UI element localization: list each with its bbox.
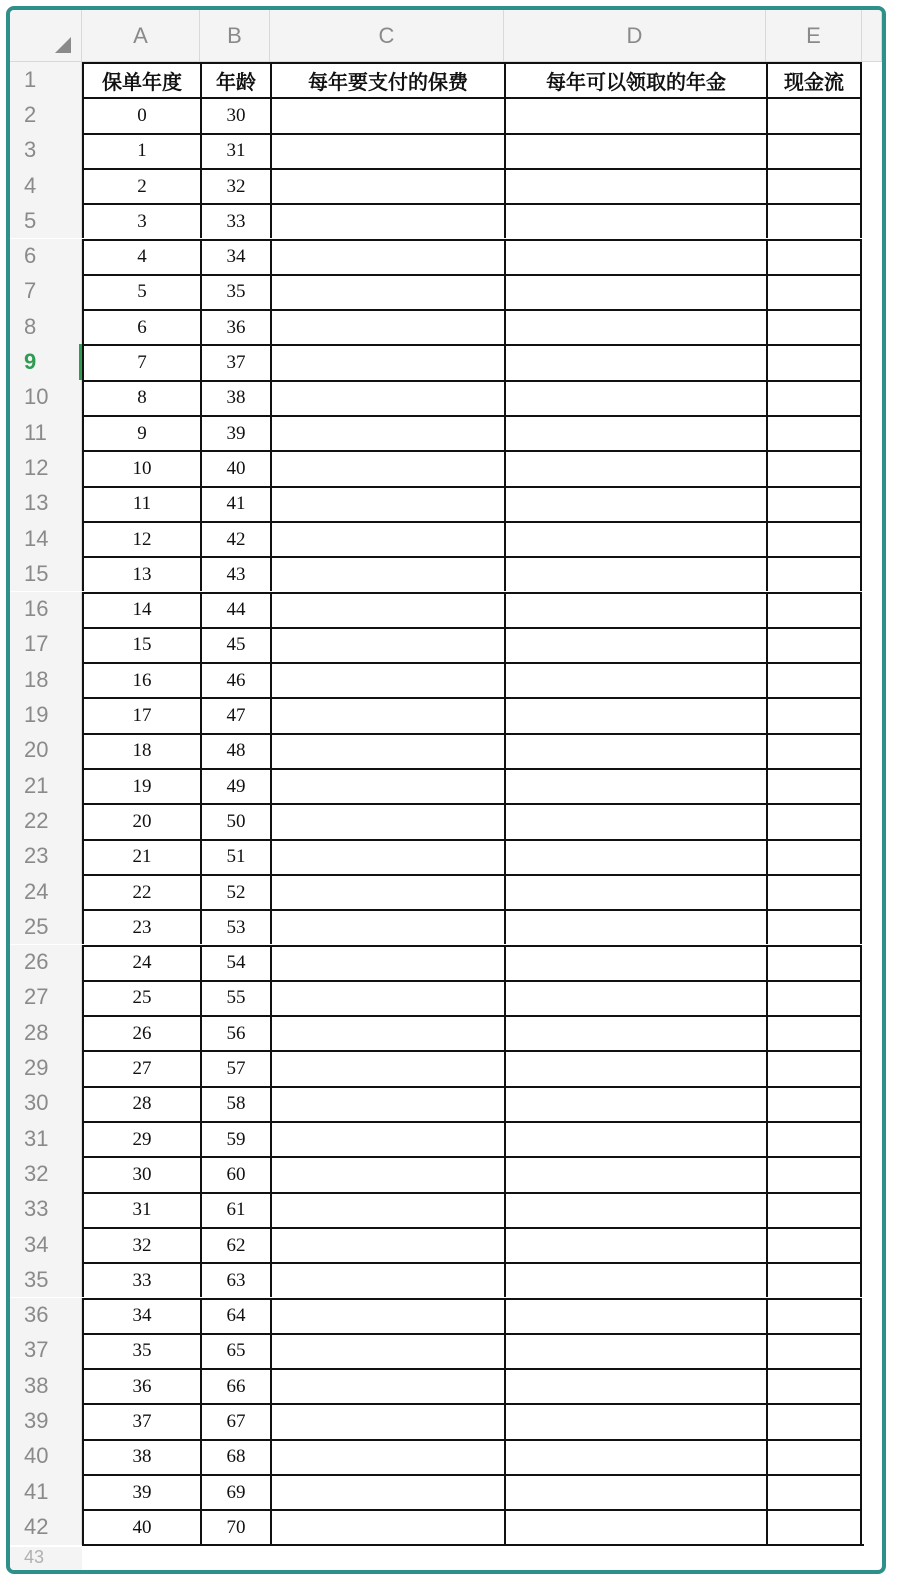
empty-cell[interactable] bbox=[270, 309, 504, 344]
empty-cell[interactable] bbox=[504, 1121, 766, 1156]
row-header-40[interactable]: 40 bbox=[10, 1439, 82, 1474]
row-header-10[interactable]: 10 bbox=[10, 380, 82, 415]
empty-cell[interactable] bbox=[766, 133, 862, 168]
policy-year-cell[interactable]: 17 bbox=[82, 697, 200, 732]
age-cell[interactable]: 57 bbox=[200, 1050, 270, 1085]
empty-cell[interactable] bbox=[766, 697, 862, 732]
policy-year-cell[interactable]: 32 bbox=[82, 1227, 200, 1262]
empty-cell[interactable] bbox=[504, 839, 766, 874]
empty-cell[interactable] bbox=[504, 592, 766, 627]
empty-cell[interactable] bbox=[270, 556, 504, 591]
policy-year-cell[interactable]: 29 bbox=[82, 1121, 200, 1156]
empty-cell[interactable] bbox=[766, 909, 862, 944]
policy-year-cell[interactable]: 38 bbox=[82, 1439, 200, 1474]
empty-cell[interactable] bbox=[766, 592, 862, 627]
empty-cell[interactable] bbox=[766, 450, 862, 485]
age-cell[interactable]: 31 bbox=[200, 133, 270, 168]
row-header-8[interactable]: 8 bbox=[10, 309, 82, 344]
empty-cell[interactable] bbox=[766, 803, 862, 838]
policy-year-cell[interactable]: 12 bbox=[82, 521, 200, 556]
age-cell[interactable]: 44 bbox=[200, 592, 270, 627]
policy-year-cell[interactable]: 23 bbox=[82, 909, 200, 944]
row-header-20[interactable]: 20 bbox=[10, 733, 82, 768]
empty-cell[interactable] bbox=[270, 803, 504, 838]
policy-year-cell[interactable]: 40 bbox=[82, 1509, 200, 1544]
empty-cell[interactable] bbox=[504, 697, 766, 732]
empty-cell[interactable] bbox=[766, 1474, 862, 1509]
empty-cell[interactable] bbox=[504, 168, 766, 203]
policy-year-cell[interactable]: 30 bbox=[82, 1156, 200, 1191]
age-cell[interactable]: 55 bbox=[200, 980, 270, 1015]
row-header-15[interactable]: 15 bbox=[10, 556, 82, 591]
empty-cell[interactable] bbox=[270, 874, 504, 909]
empty-cell[interactable] bbox=[504, 980, 766, 1015]
age-cell[interactable]: 46 bbox=[200, 662, 270, 697]
header-cell-b[interactable]: 年龄 bbox=[200, 62, 270, 97]
empty-cell[interactable] bbox=[504, 521, 766, 556]
empty-cell[interactable] bbox=[766, 1509, 862, 1544]
empty-cell[interactable] bbox=[766, 662, 862, 697]
row-header-11[interactable]: 11 bbox=[10, 415, 82, 450]
empty-cell[interactable] bbox=[270, 1403, 504, 1438]
policy-year-cell[interactable]: 24 bbox=[82, 945, 200, 980]
empty-cell[interactable] bbox=[270, 450, 504, 485]
empty-cell[interactable] bbox=[504, 1333, 766, 1368]
row-header-5[interactable]: 5 bbox=[10, 203, 82, 238]
empty-cell[interactable] bbox=[504, 803, 766, 838]
row-header-19[interactable]: 19 bbox=[10, 697, 82, 732]
empty-cell[interactable] bbox=[270, 1509, 504, 1544]
select-all-corner[interactable] bbox=[10, 10, 82, 62]
row-header-21[interactable]: 21 bbox=[10, 768, 82, 803]
empty-cell[interactable] bbox=[766, 733, 862, 768]
age-cell[interactable]: 37 bbox=[200, 344, 270, 379]
empty-cell[interactable] bbox=[504, 415, 766, 450]
row-header-12[interactable]: 12 bbox=[10, 450, 82, 485]
empty-cell[interactable] bbox=[766, 1227, 862, 1262]
row-header-37[interactable]: 37 bbox=[10, 1333, 82, 1368]
empty-cell[interactable] bbox=[504, 1015, 766, 1050]
row-header-27[interactable]: 27 bbox=[10, 980, 82, 1015]
empty-cell[interactable] bbox=[270, 344, 504, 379]
empty-cell[interactable] bbox=[270, 1474, 504, 1509]
empty-cell[interactable] bbox=[766, 203, 862, 238]
empty-cell[interactable] bbox=[504, 874, 766, 909]
row-header-26[interactable]: 26 bbox=[10, 945, 82, 980]
row-header-38[interactable]: 38 bbox=[10, 1368, 82, 1403]
row-header-35[interactable]: 35 bbox=[10, 1262, 82, 1297]
header-cell-c[interactable]: 每年要支付的保费 bbox=[270, 62, 504, 97]
empty-cell[interactable] bbox=[270, 1050, 504, 1085]
policy-year-cell[interactable]: 36 bbox=[82, 1368, 200, 1403]
age-cell[interactable]: 68 bbox=[200, 1439, 270, 1474]
select-all-icon bbox=[55, 37, 71, 53]
empty-cell[interactable] bbox=[766, 874, 862, 909]
empty-cell[interactable] bbox=[270, 1439, 504, 1474]
empty-cell[interactable] bbox=[766, 627, 862, 662]
row-header-13[interactable]: 13 bbox=[10, 486, 82, 521]
empty-cell[interactable] bbox=[766, 415, 862, 450]
empty-cell[interactable] bbox=[270, 662, 504, 697]
row-header-34[interactable]: 34 bbox=[10, 1227, 82, 1262]
policy-year-cell[interactable]: 15 bbox=[82, 627, 200, 662]
row-header-6[interactable]: 6 bbox=[10, 239, 82, 274]
empty-cell[interactable] bbox=[766, 344, 862, 379]
empty-cell[interactable] bbox=[766, 1050, 862, 1085]
age-cell[interactable]: 69 bbox=[200, 1474, 270, 1509]
policy-year-cell[interactable]: 16 bbox=[82, 662, 200, 697]
row-header-2[interactable]: 2 bbox=[10, 97, 82, 132]
policy-year-cell[interactable]: 18 bbox=[82, 733, 200, 768]
empty-cell[interactable] bbox=[270, 274, 504, 309]
row-header-41[interactable]: 41 bbox=[10, 1474, 82, 1509]
row-header-17[interactable]: 17 bbox=[10, 627, 82, 662]
empty-cell[interactable] bbox=[766, 1121, 862, 1156]
policy-year-cell[interactable]: 10 bbox=[82, 450, 200, 485]
empty-cell[interactable] bbox=[766, 97, 862, 132]
age-cell[interactable]: 61 bbox=[200, 1192, 270, 1227]
empty-cell[interactable] bbox=[270, 909, 504, 944]
age-cell[interactable]: 49 bbox=[200, 768, 270, 803]
row-header-29[interactable]: 29 bbox=[10, 1050, 82, 1085]
row-header-16[interactable]: 16 bbox=[10, 592, 82, 627]
row-header-18[interactable]: 18 bbox=[10, 662, 82, 697]
policy-year-cell[interactable]: 33 bbox=[82, 1262, 200, 1297]
empty-cell[interactable] bbox=[504, 344, 766, 379]
row-header-22[interactable]: 22 bbox=[10, 803, 82, 838]
empty-cell[interactable] bbox=[766, 839, 862, 874]
empty-cell[interactable] bbox=[270, 592, 504, 627]
empty-cell[interactable] bbox=[270, 980, 504, 1015]
empty-cell[interactable] bbox=[766, 274, 862, 309]
age-cell[interactable]: 67 bbox=[200, 1403, 270, 1438]
policy-year-cell[interactable]: 4 bbox=[82, 239, 200, 274]
age-cell[interactable]: 60 bbox=[200, 1156, 270, 1191]
age-cell[interactable]: 52 bbox=[200, 874, 270, 909]
row-header-31[interactable]: 31 bbox=[10, 1121, 82, 1156]
empty-cell[interactable] bbox=[504, 133, 766, 168]
empty-cell[interactable] bbox=[504, 733, 766, 768]
empty-cell[interactable] bbox=[504, 1262, 766, 1297]
empty-cell[interactable] bbox=[270, 168, 504, 203]
age-cell[interactable]: 48 bbox=[200, 733, 270, 768]
empty-cell[interactable] bbox=[766, 1298, 862, 1333]
row-header-4[interactable]: 4 bbox=[10, 168, 82, 203]
row-header-1[interactable]: 1 bbox=[10, 62, 82, 97]
age-cell[interactable]: 50 bbox=[200, 803, 270, 838]
empty-cell[interactable] bbox=[270, 1015, 504, 1050]
empty-cell[interactable] bbox=[504, 450, 766, 485]
empty-cell[interactable] bbox=[504, 239, 766, 274]
row-header-14[interactable]: 14 bbox=[10, 521, 82, 556]
empty-cell[interactable] bbox=[504, 1403, 766, 1438]
empty-cell[interactable] bbox=[270, 768, 504, 803]
row-header-33[interactable]: 33 bbox=[10, 1192, 82, 1227]
empty-cell[interactable] bbox=[504, 627, 766, 662]
spreadsheet[interactable] bbox=[10, 10, 882, 1570]
empty-cell[interactable] bbox=[270, 1121, 504, 1156]
empty-cell[interactable] bbox=[504, 909, 766, 944]
policy-year-cell[interactable]: 2 bbox=[82, 168, 200, 203]
policy-year-cell[interactable]: 34 bbox=[82, 1298, 200, 1333]
age-cell[interactable]: 66 bbox=[200, 1368, 270, 1403]
age-cell[interactable]: 32 bbox=[200, 168, 270, 203]
row-header-7[interactable]: 7 bbox=[10, 274, 82, 309]
empty-cell[interactable] bbox=[504, 1192, 766, 1227]
empty-cell[interactable] bbox=[766, 239, 862, 274]
age-cell[interactable]: 47 bbox=[200, 697, 270, 732]
column-header-a[interactable]: A bbox=[82, 10, 200, 62]
age-cell[interactable]: 54 bbox=[200, 945, 270, 980]
empty-cell[interactable] bbox=[504, 1227, 766, 1262]
empty-cell[interactable] bbox=[504, 556, 766, 591]
row-header-32[interactable]: 32 bbox=[10, 1156, 82, 1191]
empty-cell[interactable] bbox=[270, 1192, 504, 1227]
policy-year-cell[interactable]: 37 bbox=[82, 1403, 200, 1438]
column-header-filler bbox=[862, 10, 882, 62]
age-cell[interactable]: 59 bbox=[200, 1121, 270, 1156]
policy-year-cell[interactable]: 11 bbox=[82, 486, 200, 521]
age-cell[interactable]: 39 bbox=[200, 415, 270, 450]
policy-year-cell[interactable]: 21 bbox=[82, 839, 200, 874]
empty-cell[interactable] bbox=[766, 521, 862, 556]
empty-cell[interactable] bbox=[270, 486, 504, 521]
age-cell[interactable]: 38 bbox=[200, 380, 270, 415]
age-cell[interactable]: 65 bbox=[200, 1333, 270, 1368]
policy-year-cell[interactable]: 25 bbox=[82, 980, 200, 1015]
empty-cell[interactable] bbox=[504, 97, 766, 132]
age-cell[interactable]: 40 bbox=[200, 450, 270, 485]
age-cell[interactable]: 63 bbox=[200, 1262, 270, 1297]
empty-cell[interactable] bbox=[504, 1156, 766, 1191]
empty-cell[interactable] bbox=[270, 1086, 504, 1121]
empty-cell[interactable] bbox=[270, 1156, 504, 1191]
age-cell[interactable]: 56 bbox=[200, 1015, 270, 1050]
empty-cell[interactable] bbox=[270, 733, 504, 768]
table-bottom-border bbox=[82, 1544, 864, 1546]
policy-year-cell[interactable]: 9 bbox=[82, 415, 200, 450]
empty-cell[interactable] bbox=[270, 239, 504, 274]
policy-year-cell[interactable]: 13 bbox=[82, 556, 200, 591]
empty-cell[interactable] bbox=[504, 309, 766, 344]
empty-cell[interactable] bbox=[766, 1086, 862, 1121]
empty-cell[interactable] bbox=[504, 768, 766, 803]
age-cell[interactable]: 30 bbox=[200, 97, 270, 132]
column-header-b[interactable]: B bbox=[200, 10, 270, 62]
empty-cell[interactable] bbox=[766, 945, 862, 980]
empty-cell[interactable] bbox=[766, 768, 862, 803]
empty-cell[interactable] bbox=[766, 380, 862, 415]
age-cell[interactable]: 45 bbox=[200, 627, 270, 662]
policy-year-cell[interactable]: 22 bbox=[82, 874, 200, 909]
empty-cell[interactable] bbox=[504, 1086, 766, 1121]
empty-cell[interactable] bbox=[270, 133, 504, 168]
policy-year-cell[interactable]: 35 bbox=[82, 1333, 200, 1368]
empty-cell[interactable] bbox=[270, 521, 504, 556]
age-cell[interactable]: 34 bbox=[200, 239, 270, 274]
policy-year-cell[interactable]: 3 bbox=[82, 203, 200, 238]
empty-cell[interactable] bbox=[270, 839, 504, 874]
empty-cell[interactable] bbox=[270, 627, 504, 662]
empty-cell[interactable] bbox=[766, 309, 862, 344]
empty-cell[interactable] bbox=[504, 662, 766, 697]
empty-cell[interactable] bbox=[504, 1474, 766, 1509]
empty-cell[interactable] bbox=[270, 1368, 504, 1403]
empty-cell[interactable] bbox=[270, 415, 504, 450]
empty-cell[interactable] bbox=[504, 1509, 766, 1544]
empty-cell[interactable] bbox=[504, 1050, 766, 1085]
empty-cell[interactable] bbox=[504, 274, 766, 309]
age-cell[interactable]: 33 bbox=[200, 203, 270, 238]
age-cell[interactable]: 70 bbox=[200, 1509, 270, 1544]
policy-year-cell[interactable]: 31 bbox=[82, 1192, 200, 1227]
empty-cell[interactable] bbox=[766, 1156, 862, 1191]
empty-cell[interactable] bbox=[270, 945, 504, 980]
empty-cell[interactable] bbox=[766, 1192, 862, 1227]
empty-cell[interactable] bbox=[766, 1262, 862, 1297]
age-cell[interactable]: 43 bbox=[200, 556, 270, 591]
policy-year-cell[interactable]: 14 bbox=[82, 592, 200, 627]
row-header-43[interactable]: 43 bbox=[10, 1547, 82, 1572]
empty-cell[interactable] bbox=[766, 1403, 862, 1438]
empty-cell[interactable] bbox=[270, 97, 504, 132]
row-header-25[interactable]: 25 bbox=[10, 909, 82, 944]
policy-year-cell[interactable]: 26 bbox=[82, 1015, 200, 1050]
row-header-3[interactable]: 3 bbox=[10, 133, 82, 168]
row-header-24[interactable]: 24 bbox=[10, 874, 82, 909]
empty-cell[interactable] bbox=[766, 556, 862, 591]
policy-year-cell[interactable]: 8 bbox=[82, 380, 200, 415]
policy-year-cell[interactable]: 20 bbox=[82, 803, 200, 838]
row-header-36[interactable]: 36 bbox=[10, 1298, 82, 1333]
empty-cell[interactable] bbox=[504, 1368, 766, 1403]
age-cell[interactable]: 62 bbox=[200, 1227, 270, 1262]
policy-year-cell[interactable]: 6 bbox=[82, 309, 200, 344]
policy-year-cell[interactable]: 28 bbox=[82, 1086, 200, 1121]
row-header-9[interactable]: 9 bbox=[10, 344, 82, 379]
empty-cell[interactable] bbox=[270, 1333, 504, 1368]
column-header-d[interactable]: D bbox=[504, 10, 766, 62]
row-header-42[interactable]: 42 bbox=[10, 1509, 82, 1544]
empty-cell[interactable] bbox=[270, 1227, 504, 1262]
age-cell[interactable]: 53 bbox=[200, 909, 270, 944]
row-header-39[interactable]: 39 bbox=[10, 1403, 82, 1438]
empty-cell[interactable] bbox=[504, 380, 766, 415]
age-cell[interactable]: 35 bbox=[200, 274, 270, 309]
empty-cell[interactable] bbox=[766, 168, 862, 203]
empty-cell[interactable] bbox=[504, 945, 766, 980]
header-cell-e[interactable]: 现金流 bbox=[766, 62, 862, 97]
age-cell[interactable]: 64 bbox=[200, 1298, 270, 1333]
age-cell[interactable]: 51 bbox=[200, 839, 270, 874]
age-cell[interactable]: 36 bbox=[200, 309, 270, 344]
row-header-28[interactable]: 28 bbox=[10, 1015, 82, 1050]
empty-cell[interactable] bbox=[766, 980, 862, 1015]
row-header-23[interactable]: 23 bbox=[10, 839, 82, 874]
empty-cell[interactable] bbox=[766, 1368, 862, 1403]
row-header-30[interactable]: 30 bbox=[10, 1086, 82, 1121]
empty-cell[interactable] bbox=[504, 486, 766, 521]
empty-cell[interactable] bbox=[766, 1015, 862, 1050]
policy-year-cell[interactable]: 7 bbox=[82, 344, 200, 379]
policy-year-cell[interactable]: 27 bbox=[82, 1050, 200, 1085]
empty-cell[interactable] bbox=[766, 1333, 862, 1368]
empty-cell[interactable] bbox=[766, 486, 862, 521]
header-cell-d[interactable]: 每年可以领取的年金 bbox=[504, 62, 766, 97]
empty-cell[interactable] bbox=[270, 1298, 504, 1333]
age-cell[interactable]: 42 bbox=[200, 521, 270, 556]
column-header-e[interactable]: E bbox=[766, 10, 862, 62]
empty-cell[interactable] bbox=[504, 1439, 766, 1474]
policy-year-cell[interactable]: 5 bbox=[82, 274, 200, 309]
empty-cell[interactable] bbox=[504, 203, 766, 238]
policy-year-cell[interactable]: 19 bbox=[82, 768, 200, 803]
empty-cell[interactable] bbox=[504, 1298, 766, 1333]
age-cell[interactable]: 58 bbox=[200, 1086, 270, 1121]
column-header-c[interactable]: C bbox=[270, 10, 504, 62]
empty-cell[interactable] bbox=[270, 1262, 504, 1297]
empty-cell[interactable] bbox=[270, 697, 504, 732]
screenshot-frame bbox=[6, 6, 886, 1574]
age-cell[interactable]: 41 bbox=[200, 486, 270, 521]
policy-year-cell[interactable]: 1 bbox=[82, 133, 200, 168]
policy-year-cell[interactable]: 39 bbox=[82, 1474, 200, 1509]
header-cell-a[interactable]: 保单年度 bbox=[82, 62, 200, 97]
empty-cell[interactable] bbox=[270, 203, 504, 238]
empty-cell[interactable] bbox=[766, 1439, 862, 1474]
empty-cell[interactable] bbox=[270, 380, 504, 415]
policy-year-cell[interactable]: 0 bbox=[82, 97, 200, 132]
